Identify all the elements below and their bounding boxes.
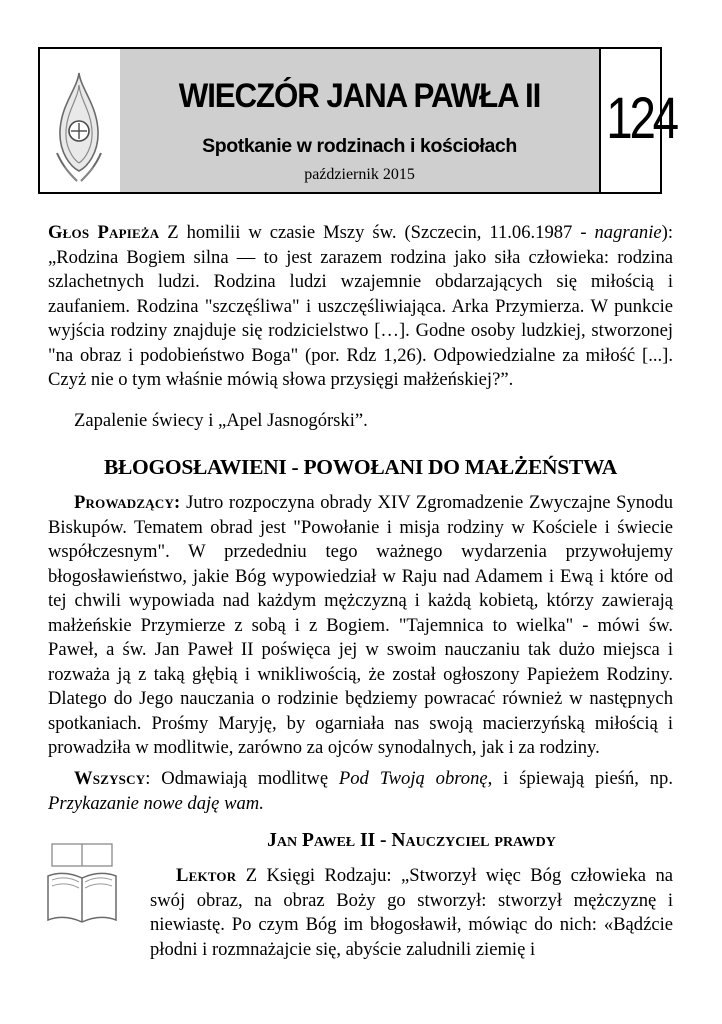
all-paragraph [48,767,673,816]
intro-quote: ): „Rodzina Bogiem silna — to jest zarazem rodzina jako siła człowieka: rodzina szlachetnych ludzi. Rodzina ludzi wzajemnie obdarzających się miłością i zaufaniem. Rodzina "szczęśliwa" i uszczęśliwiająca. Arka Przymierza. W punkcie wyjścia rodziny znajduje się rodzicielstwo […]. Godne osoby ludzkiej, stworzonej "na obraz i podobieństwo Boga" (por. Rdz 1,26). Odpowiedzialne za miłość [...]. Czyż nie o tym właśnie mówią słowa przysięgi małżeńskiej?”. [48,222,673,390]
candle-flame-logo-icon [53,71,105,183]
speaker-label: Lektor [176,865,237,886]
masthead [38,47,676,194]
candle-note: Zapalenie świecy i „Apel Jasnogórski”. [74,410,368,431]
issue-number-cell [601,49,676,192]
issue-date: październik 2015 [304,166,415,183]
publication-title: WIECZÓR JANA PAWŁA II [178,77,541,115]
publication-subtitle: Spotkanie w rodzinach i kościołach [202,135,517,157]
subsection-heading: Jan Paweł II - Nauczyciel prawdy [267,830,556,851]
title-cell [120,49,601,192]
prayer-title: Pod Twoją obronę [338,768,488,789]
leader-paragraph [48,491,673,761]
speaker-label: Głos Papieża [48,222,160,243]
section-heading: BŁOGOSŁAWIENI - POWOŁANI DO MAŁŻEŃSTWA [103,455,618,479]
speaker-label: Wszyscy [74,768,146,789]
lector-text: Z Księgi Rodzaju: „Stworzył więc Bóg człowieka na swój obraz, na obraz Boży go stworzył: stworzył mężczyznę i niewiastę. Po czym Bóg im błogosławił, mówiąc do nich: «Bądźcie płodni i rozmnażajcie się, abyście zaludnili ziemię i [150,865,673,960]
all-text: : Odmawiają modlitwę [145,768,339,789]
intro-text: Z homilii w czasie Mszy św. (Szczecin, 11.06.1987 - [159,222,595,243]
song-title: Przykazanie nowe daję wam. [48,792,264,814]
all-text: , i śpiewają pieśń, np. [487,768,673,789]
speaker-label: Prowadzący: [74,492,181,513]
intro-paragraph [48,221,673,393]
open-book-icon [46,842,118,926]
intro-text-italic: nagranie [594,222,662,243]
leader-text: Jutro rozpoczyna obrady XIV Zgromadzenie Zwyczajne Synodu Biskupów. Tematem obrad jest "Powołanie i misja rodziny w Kościele i świecie współczesnym". W przededniu tego ważnego wydarzenia przywołujemy błogosławieństwo, jakie Bóg wypowiedział w Raju nad Adamem i Ewą i które od tej chwili wypowiada nad każdym mężczyzną i każdą kobietą, którzy zawierają małżeńskie Przymierze z sobą i z Bogiem. "Tajemnica to wielka" - mówi św. Paweł, a św. Jan Paweł II poświęca jej w swoim nauczaniu tak dużo miejsca i rozważa ją z taką głębią i wnikliwością, że został ogłoszony Papieżem Rodziny. Dlatego do Jego nauczania o rodzinie będziemy powracać również w następnych spotkaniach. Prośmy Maryję, by ogarniała nas swoją macierzyńską miłością i prowadziła w modlitwie, zarówno za ojców synodalnych, jak i za rodziny. [48,492,673,758]
logo-cell [40,49,122,192]
lector-paragraph [150,864,673,962]
issue-number: 124 [606,86,676,151]
